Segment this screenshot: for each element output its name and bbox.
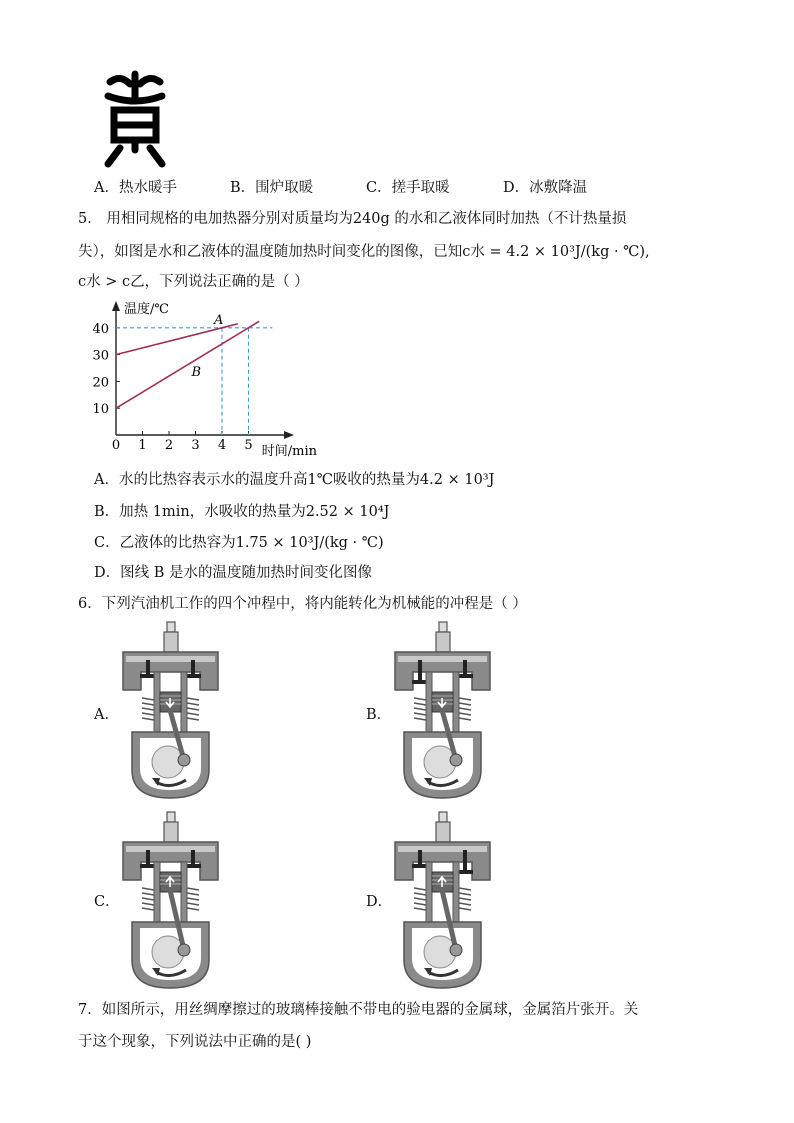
q4-option-a[interactable]: A．热水暖手 (94, 180, 177, 196)
q4-option-d[interactable]: D．冰敷降温 (503, 180, 588, 196)
head-channel (398, 656, 487, 662)
valve-spring (187, 708, 199, 710)
valve-spring (414, 893, 426, 895)
spark-plug (167, 812, 175, 822)
y-tick-label: 40 (92, 321, 109, 337)
q5-stem-line2-text: 失），如图是水和乙液体的温度随加热时间变化的图像，已知 (78, 244, 463, 260)
crank-pin (450, 944, 462, 956)
cylinder-wall-left (426, 672, 432, 732)
valve-spring (459, 718, 471, 720)
valve-spring (187, 908, 199, 910)
x-tick-label: 0 (111, 438, 121, 453)
q6-stem: 6．下列汽油机工作的四个冲程中，将内能转化为机械能的冲程是（ ） (78, 596, 527, 612)
q5-option-c[interactable]: C．乙液体的比热容为1.75 × 10³J/(kg · ℃) (94, 535, 384, 551)
valve-spring (414, 888, 426, 890)
valve-spring (142, 888, 154, 890)
x-axis-arrow (284, 431, 294, 439)
spark-plug (439, 812, 447, 822)
q5-stem-line3-text: ，下列说法正确的是（ ） (144, 274, 309, 290)
crank-pin (178, 754, 190, 766)
valve-spring (187, 698, 199, 700)
y-axis-label: 温度/℃ (124, 302, 169, 317)
cylinder-wall-left (154, 672, 160, 732)
valve-spring (142, 903, 154, 905)
valve-spring (187, 703, 199, 705)
q6-option-c-label[interactable]: C． (94, 894, 120, 910)
series-line-b (116, 321, 259, 408)
engine-figure-a (118, 620, 223, 802)
y-tick-label: 30 (92, 348, 109, 364)
valve-spring (187, 713, 199, 715)
crank-pin (450, 754, 462, 766)
valve-spring (414, 903, 426, 905)
valve-spring (142, 908, 154, 910)
valve-spring (459, 888, 471, 890)
y-axis-arrow (112, 301, 120, 311)
cylinder-wall-left (426, 862, 432, 922)
valve-spring (142, 893, 154, 895)
valve-spring (414, 718, 426, 720)
engine-figure-c (118, 810, 223, 992)
valve-spring (414, 703, 426, 705)
q5-stem-line2 (78, 240, 650, 261)
q4-option-c[interactable]: C．搓手取暖 (366, 180, 450, 196)
valve-spring (459, 898, 471, 900)
engine-figure-b (390, 620, 495, 802)
engine-figure-d (390, 810, 495, 992)
series-label-a: A (214, 312, 224, 328)
q5-option-b[interactable]: B．加热 1min，水吸收的热量为2.52 × 10⁴J (94, 504, 390, 520)
valve-spring (459, 908, 471, 910)
cylinder-wall-left (154, 862, 160, 922)
valve-spring (187, 903, 199, 905)
q6-option-d-label[interactable]: D． (366, 894, 393, 910)
valve-spring (142, 703, 154, 705)
spark-plug (439, 622, 447, 632)
cylinder-wall-right (453, 672, 459, 732)
valve-spring (187, 718, 199, 720)
head-channel (126, 656, 215, 662)
valve-spring (187, 888, 199, 890)
valve-spring (414, 708, 426, 710)
spark-plug-body (436, 822, 450, 842)
valve-spring (414, 698, 426, 700)
q7-stem-line2: 于这个现象，下列说法中正确的是( ) (78, 1034, 312, 1050)
x-axis-label: 时间/min (261, 444, 317, 459)
x-tick-label: 3 (191, 438, 200, 453)
valve-spring (414, 898, 426, 900)
valve-spring (459, 698, 471, 700)
x-tick-label: 2 (164, 438, 174, 453)
spark-plug-body (164, 632, 178, 652)
valve-spring (142, 713, 154, 715)
valve-spring (459, 703, 471, 705)
q5-formula-c-water: c水 = 4.2 × 10³J/(kg · ℃), (462, 244, 650, 260)
valve-spring (187, 893, 199, 895)
q5-stem-line1: 5． 用相同规格的电加热器分别对质量均为240g 的水和乙液体同时加热（不计热量损 (78, 211, 627, 227)
q5-option-d[interactable]: D．图线 B 是水的温度随加热时间变化图像 (94, 565, 372, 581)
series-label-b: B (191, 365, 202, 381)
x-tick-label: 4 (217, 438, 227, 453)
spark-plug-body (164, 822, 178, 842)
series-line-a (116, 324, 238, 355)
x-tick-label: 1 (138, 438, 147, 453)
valve-spring (414, 908, 426, 910)
spark-plug-body (436, 632, 450, 652)
cylinder-wall-right (453, 862, 459, 922)
y-tick-label: 10 (92, 402, 109, 418)
spark-plug (167, 622, 175, 632)
valve-spring (142, 718, 154, 720)
valve-spring (459, 893, 471, 895)
q7-stem-line1: 7．如图所示，用丝绸摩擦过的玻璃棒接触不带电的验电器的金属球，金属箔片张开。关 (78, 1002, 639, 1018)
seal-character-image (100, 70, 170, 170)
temperature-time-chart (80, 295, 340, 460)
head-channel (398, 846, 487, 852)
crank-pin (178, 944, 190, 956)
y-tick-label: 20 (92, 375, 109, 391)
q6-option-b-label[interactable]: B． (366, 707, 392, 723)
valve-spring (459, 708, 471, 710)
q5-formula-compare: c水 > c乙 (78, 274, 145, 290)
valve-spring (414, 713, 426, 715)
valve-spring (142, 698, 154, 700)
x-tick-label: 5 (244, 438, 253, 453)
valve-spring (459, 713, 471, 715)
q5-stem-line3 (78, 270, 309, 291)
valve-spring (187, 898, 199, 900)
q6-option-a-label[interactable]: A． (94, 707, 119, 723)
head-channel (126, 846, 215, 852)
q5-option-a[interactable]: A．水的比热容表示水的温度升高1℃吸收的热量为4.2 × 10³J (94, 472, 495, 488)
cylinder-wall-right (181, 672, 187, 732)
valve-spring (142, 708, 154, 710)
q4-option-b[interactable]: B．围炉取暖 (230, 180, 314, 196)
cylinder-wall-right (181, 862, 187, 922)
valve-spring (459, 903, 471, 905)
valve-spring (142, 898, 154, 900)
